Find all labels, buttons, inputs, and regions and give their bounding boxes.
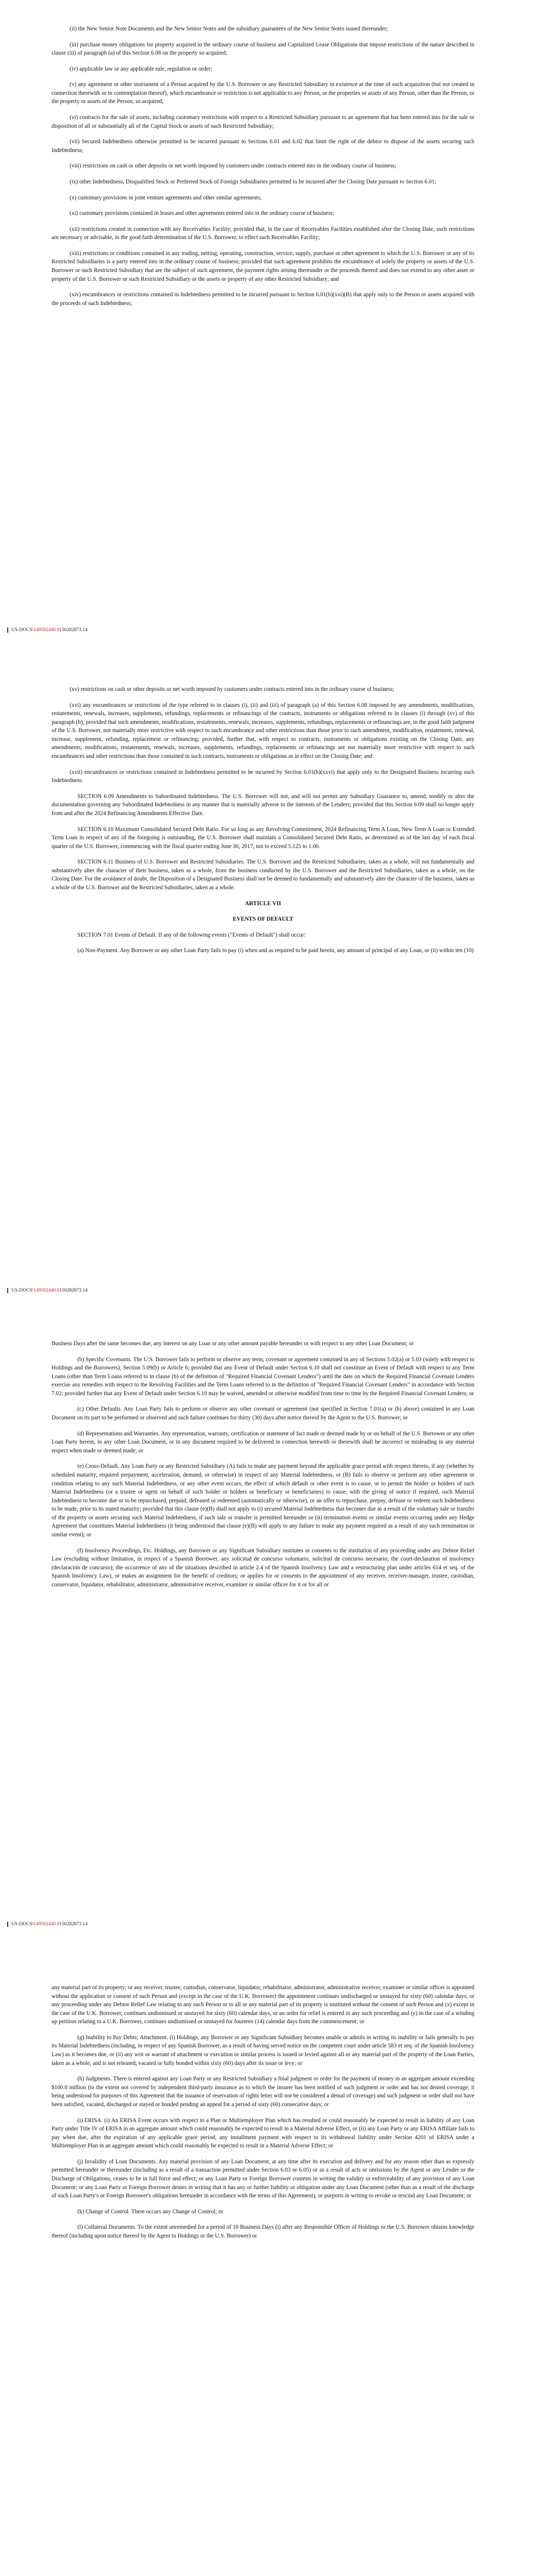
page-4-content: [52, 1984, 474, 2240]
clause-a-non-payment: (a) Non-Payment. Any Borrower or any other Loan Party fails to pay (i) when and as required to be paid herein, any amount of principal of any Loan, or (ii) within ten (10): [77, 947, 474, 954]
clause-b-specific-covenants: (b) Specific Covenants. The U.S. Borrower fails to perform or observe any term, covenant or agreement contained in any of Sections 5.02(a) or 5.03 (solely with respect to Holdings and the Borrowers), Section 5.09(b) or Article 6; provided that any Event of Default under Section 6.10 shall not constitute an Event of Default with respect to any Term Loans (other than Term Loans referred to in clause (b) of the definition of "Required Financial Covenant Lenders") until the date on which the Required Financial Covenant Lenders exercise any remedies with respect to the Revolving Facilities and the Term Loans referred to in the definition of "Required Financial Covenant Lenders" in accordance with Section 7.02; provided further that any Event of Default under Section 6.10 may be waived, amended or otherwise modified from time to time by the Required Financial Covenant Lenders; or: [52, 1356, 474, 1397]
page-footer-docid: US-DOCS\149592440.9150282873.14: [7, 1288, 88, 1293]
article-title: EVENTS OF DEFAULT: [233, 916, 293, 923]
clause-d-representations: (d) Representations and Warranties. Any representation, warranty, certification or statement of fact made or deemed made by or on behalf of the U.S. Borrower or any other Loan Party herein, in any other Loan Document, or in any document required to be delivered in connection herewith or therewith shall be incorrect or misleading in any material respect when made or deemed made; or: [52, 1430, 474, 1454]
document-page-2: [0, 685, 544, 962]
clause-viii: (viii) restrictions on cash or other deposits or net worth imposed by customers under contracts entered into in the ordinary course of business;: [70, 163, 397, 170]
clause-ii: (ii) the New Senior Note Documents and the New Senior Notes and the subsidiary guarantees of the New Senior Notes issued thereunder;: [70, 26, 388, 32]
section-6-09: SECTION 6.09 Amendments to Subordinated Indebtedness. The U.S. Borrower will not, and will not permit any Subsidiary Guarantor to, amend, modify or alter the documentation governing any Subordinated Indebtedness in any manner that is materially adverse to the interests of the Lenders; provided that this Section 6.09 shall no longer apply from and after the 2024 Refinancing Amendments Effective Date.: [52, 793, 474, 817]
clause-ix: (ix) other Indebtedness, Disqualified Stock or Preferred Stock of Foreign Subsidiaries permitted to be incurred after the Closing Date pursuant to Section 6.01;: [70, 178, 436, 185]
clause-j-invalidity: (j) Invalidity of Loan Documents. Any material provision of any Loan Document, at any time after its execution and delivery and for any reason other than as expressly permitted hereunder or thereunder (including as a result of a transaction permitted under Section 6.03 or 6.05) or as a result of acts or omissions by the Agent or any Lender or the Discharge of Obligations, ceases to be in full force and effect; or any Loan Party or Foreign Borrower contests in writing the validity or enforceability of any provision of any Loan Document; or any Loan Party or Foreign Borrower denies in writing that it has any or further liability or obligation under any Loan Document (other than as a result of the discharge of such Loan Party's or Foreign Borrower's obligations hereunder in accordance with the terms of this Agreement), or purports in writing to revoke or rescind any Loan Document; or: [52, 2158, 474, 2199]
clause-h-judgments: (h) Judgments. There is entered against any Loan Party or any Restricted Subsidiary a final judgment or order for the payment of money in an aggregate amount exceeding $100.0 million (to the extent not covered by independent third-party insurance as to which the insurer has been notified of such judgment or order and has not denied coverage, it being understood for purposes of this Agreement that the issuance of reservation of rights letter will not be considered a denial of coverage) and such judgment or order shall not have been satisfied, vacated, discharged or stayed or bonded pending an appeal for a period of sixty (60) consecutive days; or: [52, 2076, 474, 2108]
clause-c-other-defaults: (c) Other Defaults. Any Loan Party fails to perform or observe any other covenant or agreement (not specified in Section 7.01(a) or (b) above) contained in any Loan Document on its part to be performed or observed and such failure continues for thirty (30) days after notice thereof by the Agent to the U.S. Borrower; or: [52, 1406, 474, 1421]
clause-v: (v) any agreement or other instrument of a Person acquired by the U.S. Borrower or any Restricted Subsidiary in existence at the time of such acquisition (but not created in connection therewith or in contemplation thereof), which encumbrance or restriction is not applicable to any Person, or the properties or assets of any Person, other than the Person, or the property or assets of the Person, so acquired;: [52, 81, 474, 105]
section-6-10: SECTION 6.10 Maximum Consolidated Secured Debt Ratio. For so long as any Revolving Commitment, 2024 Refinancing Term A Loan, New Term A Loan or Extended Term Loan in respect of any of the foregoing is outstanding, the U.S. Borrower shall maintain a Consolidated Secured Debt Ratio, as determined as of the last day of each fiscal quarter of the U.S. Borrower, commencing with the fiscal quarter ending June 30, 2017, not to exceed 5.125 to 1.00.: [52, 826, 474, 850]
clause-g-inability-to-pay: (g) Inability to Pay Debts; Attachment. (i) Holdings, any Borrower or any Significant Subsidiary becomes unable or admits in writing its inability or fails generally to pay its Material Indebtedness (including, in respect of any Spanish Borrower, as a result of having served notice on the competent court under article 583 et seq. of the Spanish Insolvency Law) as it becomes due, or (ii) any writ or warrant of attachment or execution or similar process is issued or levied against all or any material part of the property of the Loan Parties, taken as a whole, and is not released, vacated or fully bonded within sixty (60) days after its issue or levy; or: [52, 2034, 474, 2066]
clause-iii: (iii) purchase money obligations for property acquired in the ordinary course of business and Capitalized Lease Obligations that impose restrictions of the nature described in clause (iii) of paragraph (a) of this Section 6.08 on the property so acquired;: [52, 41, 474, 57]
clause-xi: (xi) customary provisions contained in leases and other agreements entered into in the ordinary course of business;: [70, 210, 335, 217]
clause-vii: (vii) Secured Indebtedness otherwise permitted to be incurred pursuant to Sections 6.01 and 6.02 that limit the right of the debtor to dispose of the assets securing such Indebtedness;: [52, 139, 474, 154]
revision-bar: [7, 628, 8, 633]
section-6-11: SECTION 6.11 Business of U.S. Borrower and Restricted Subsidiaries. The U.S. Borrower and the Restricted Subsidiaries, taken as a whole, will not fundamentally and substantively alter the character of their business, taken as a whole, from the business conducted by the U.S. Borrower and the Restricted Subsidiaries, taken as a whole, on the Closing Date. For the avoidance of doubt, the Disposition of a Designated Business shall not be deemed to fundamentally and substantively alter the character of the business, taken as a whole of the U.S. Borrower and the Restricted Subsidiaries, taken as a whole.: [52, 859, 474, 891]
page-footer-docid: US-DOCS\149592440.9150282873.14: [7, 628, 88, 633]
clause-l-collateral: (l) Collateral Documents. To the extent unremedied for a period of 10 Business Days (i) after any Responsible Officer of Holdings or the U.S. Borrower obtains knowledge thereof (including upon notice thereof by the Agent to Holdings or the U.S. Borrower) or: [52, 2224, 474, 2239]
clause-xiv: (xiv) encumbrances or restrictions contained in Indebtedness permitted to be incurred pursuant to Section 6.01(b)(xxi)(B) that apply only to the Person or assets acquired with the proceeds of such Indebtedness;: [52, 292, 474, 307]
clause-e-cross-default: (e) Cross-Default. Any Loan Party or any Restricted Subsidiary (A) fails to make any payment beyond the applicable grace period with respect thereto, if any (whether by scheduled maturity, required prepayment, acceleration, demand, or otherwise) in respect of any Material Indebtedness, or (B) fails to observe or perform any other agreement or condition relating to any such Material Indebtedness, or any other event occurs, the effect of which default or other event is to cause, or to permit the holder or holders of such Material Indebtedness (or a trustee or agent on behalf of such holder or holders or beneficiary or beneficiaries) to cause, with the giving of notice if required, such Material Indebtedness to become due or to be repurchased, prepaid, defeased or redeemed (automatically or otherwise), or an offer to repurchase, prepay, defease or redeem such Indebtedness to be made, prior to its stated maturity; provided that this clause (e)(B) shall not apply to (i) secured Material Indebtedness that becomes due as a result of the voluntary sale or transfer of the property or assets securing such Material Indebtedness, if such sale or transfer is permitted hereunder or (ii) termination events or similar events occurring under any Hedge Agreement that constitutes Material Indebtedness (it being understood that clause (e)(B) will apply to any failure to make any payment required as a result of any such termination or similar event); or: [52, 1463, 474, 1538]
document-page-3: [0, 1340, 544, 1596]
clause-vi: (vi) contracts for the sale of assets, including customary restrictions with respect to a Restricted Subsidiary pursuant to an agreement that has been entered into for the sale or disposition of all or substantially all of the Capital Stock or assets of such Restricted Subsidiary;: [52, 114, 474, 129]
revision-bar: [7, 1288, 8, 1293]
document-page-1: [0, 25, 544, 315]
section-7-01: SECTION 7.01 Events of Default. If any of the following events ("Events of Default") shall occur:: [77, 931, 306, 938]
clause-xii: (xii) restrictions created in connection with any Receivables Facility; provided that, in the case of Receivables Facilities established after the Closing Date, such restrictions are necessary or advisable, in the good faith determination of the U.S. Borrower, to effect such Receivables Facility;: [52, 226, 474, 241]
clause-iv: (iv) applicable law or any applicable rule, regulation or order;: [70, 65, 212, 72]
revision-bar: [7, 1922, 8, 1927]
page-2-content: [52, 685, 474, 955]
page-1-content: [52, 25, 474, 308]
clause-xvi: (xvi) any encumbrances or restrictions of the type referred to in clauses (i), (ii) and (iii) of paragraph (a) of this Section 6.08 imposed by any amendments, modifications, restatements, renewals, increases, supplements, refundings, replacements or refinancings of the contracts, instruments or obligations referred to in clauses (i) through (xv) of this paragraph (b); provided that such amendments, modifications, restatements, renewals, increases, supplements, refundings, replacements or refinancings are, in the good faith judgment of the U.S. Borrower, not materially more restrictive with respect to such encumbrance and other restrictions than those prior to such amendment, modification, restatement, renewal, increase, supplement, refunding, replacement or refinancing; provided, further that, with respect to contracts, instruments or obligations existing on the Closing Date, any amendments, modifications, restatements, renewals, increases, supplements, refundings, replacements or refinancings are not materially more restrictive with respect to such encumbrances and other restrictions than those contained in such contracts, instruments or obligations as in effect on the Closing Date; and: [52, 702, 474, 760]
page-3-content: [52, 1340, 474, 1589]
clause-xvii: (xvii) encumbrances or restrictions contained in Indebtedness permitted to be incurred by Section 6.01(b)(xxvi) that apply only to the Designated Business incurring such Indebtedness.: [52, 769, 474, 784]
clause-a-continued: Business Days after the same becomes due, any interest on any Loan or any other amount payable hereunder or with respect to any other Loan Document; or: [52, 1341, 414, 1347]
article-number: ARTICLE VII: [245, 900, 281, 907]
page-footer-docid: US-DOCS\149592440.9150282873.14: [7, 1922, 88, 1927]
clause-f-continued: any material part of its property; or any receiver, trustee, custodian, conservator, liquidator, rehabilitator, administrator, administrative receiver, examiner or similar officer is appointed without the application or consent of such Person and (except in the case of the U.K. Borrower) the appointment continues undischarged or unstayed for sixty (60) calendar days; or any proceeding under any Debtor Relief Law relating to any such Person or to all or any material part of its property is instituted without the consent of such Person and (x) except in the case of the U.K. Borrower, continues undismissed or unstayed for sixty (60) calendar days, or an order for relief is entered in any such proceeding and (y) in the case of a winding up petition relating to a U.K. Borrower, continues undismissed or unstayed for fourteen (14) calendar days from the commencement; or: [52, 1985, 474, 2025]
clause-xiii: (xiii) restrictions or conditions contained in any trading, netting, operating, construction, service, supply, purchase or other agreement to which the U.S. Borrower or any of its Restricted Subsidiaries is a party entered into in the ordinary course of business; provided that such agreement prohibits the encumbrance of solely the property or assets of the U.S. Borrower or such Restricted Subsidiary that are the subject of such agreement, the payment rights arising thereunder or the proceeds thereof and does not extend to any other asset or property of the U.S. Borrower or such Restricted Subsidiary or the assets or property of any other Restricted Subsidiary; and: [52, 250, 474, 282]
clause-i-erisa: (i) ERISA. (i) An ERISA Event occurs with respect to a Plan or Multiemployer Plan which has resulted or could reasonably be expected to result in liability of any Loan Party under Title IV of ERISA in an aggregate amount which could reasonably be expected to result in a Material Adverse Effect, or (ii) any Loan Party or any ERISA Affiliate fails to pay when due, after the expiration of any applicable grace period, any installment payment with respect to its withdrawal liability under Section 4201 of ERISA under a Multiemployer Plan in an aggregate amount which could reasonably be expected to result in a Material Adverse Effect; or: [52, 2117, 474, 2149]
document-page-4: [0, 1984, 544, 2247]
clause-k-change-of-control: (k) Change of Control. There occurs any Change of Control; or: [77, 2208, 223, 2215]
clause-f-insolvency: (f) Insolvency Proceedings, Etc. Holdings, any Borrower or any Significant Subsidiary institutes or consents to the institution of any proceeding under any Debtor Relief Law (excluding without limitation, in respect of a Spanish Borrower, any solicitud de concurso voluntario, solicitud de concurso necesario; the court-declaration of insolvency (declaración de concurso); the occurrence of any of the situations described in article 2.4 of the Spanish Insolvency Law and a restructuring plan under articles 614 et seq. of the Spanish Insolvency Law), or makes an assignment for the benefit of creditors; or applies for or consents to the appointment of any receiver, receiver-manager, trustee, custodian, conservator, liquidator, rehabilitator, administrator, administrative receiver, examiner or similar officer for it or for all or: [52, 1547, 474, 1588]
clause-xv: (xv) restrictions on cash or other deposits or net worth imposed by customers under contracts entered into in the ordinary course of business;: [70, 686, 394, 692]
clause-x: (x) customary provisions in joint venture agreements and other similar agreements;: [70, 194, 262, 201]
